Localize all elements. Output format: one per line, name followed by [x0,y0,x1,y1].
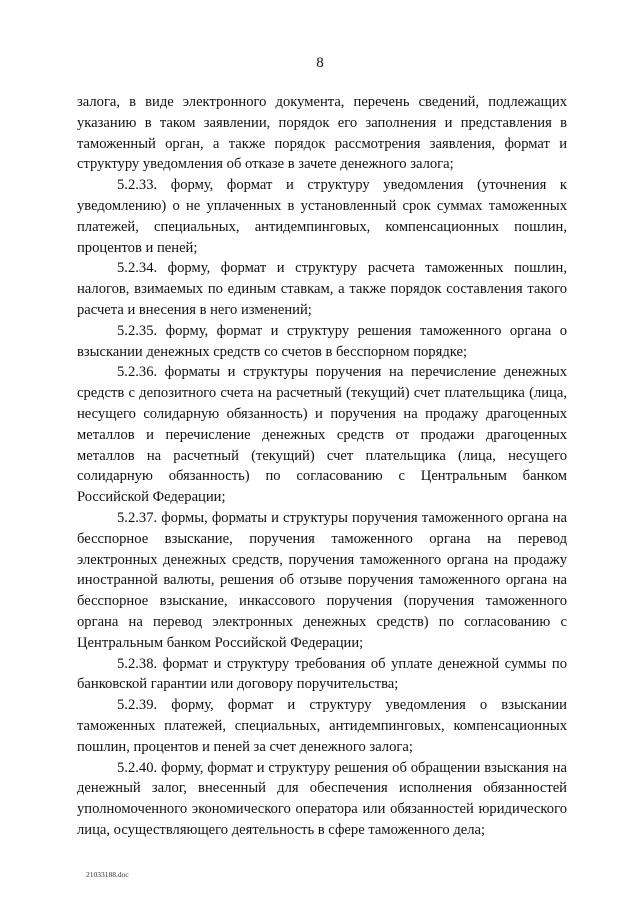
paragraph-5-2-37: 5.2.37. формы, форматы и структуры поручения таможенного органа на бесспорное взыскание, поручения таможенного органа на перевод электронных денежных средств, поручения таможенного органа на продажу иностранной валюты, решения об отзыве поручения таможенного органа на бесспорное взыскание, инкассового поручения (поручения таможенного органа на перевод электронных денежных средств) по согласованию с Центральным банком Российской Федерации; [77,509,567,651]
paragraph-5-2-36: 5.2.36. форматы и структуры поручения на перечисление денежных средств с депозитного счета на расчетный (текущий) счет плательщика (лица, несущего солидарную обязанность) и поручения на продажу драгоценных металлов и перечисление денежных средств от продажи драгоценных металлов на расчетный (текущий) счет плательщика (лица, несущего солидарную обязанность) по согласованию с Центральным банком Российской Федерации; [77,364,567,506]
footer-file-code: 21033188.doc [86,870,129,879]
paragraph-5-2-39: 5.2.39. форму, формат и структуру уведомления о взыскании таможенных платежей, специальных, антидемпинговых, компенсационных пошлин, процентов и пеней за счет денежного залога; [77,697,567,755]
paragraph-5-2-33: 5.2.33. форму, формат и структуру уведомления (уточнения к уведомлению) о не уплаченных в установленный срок суммах таможенных платежей, специальных, антидемпинговых, компенсационных пошлин, процентов и пеней; [77,177,567,256]
paragraph-5-2-40: 5.2.40. форму, формат и структуру решения об обращении взыскания на денежный залог, внесенный для обеспечения исполнения обязанностей уполномоченного экономического оператора или обязанностей юридического лица, осуществляющего деятельность в сфере таможенного дела; [77,759,567,838]
paragraph-5-2-35: 5.2.35. форму, формат и структуру решения таможенного органа о взыскании денежных средств со счетов в бесспорном порядке; [77,322,567,360]
paragraph-5-2-38: 5.2.38. формат и структуру требования об уплате денежной суммы по банковской гарантии или договору поручительства; [77,655,567,693]
document-body [77,92,567,841]
paragraph-continuation: залога, в виде электронного документа, перечень сведений, подлежащих указанию в таком заявлении, порядок его заполнения и представления в таможенный орган, а также порядок рассмотрения заявления, формат и структуру уведомления об отказе в зачете денежного залога; [77,94,567,173]
page-number: 8 [316,55,324,71]
paragraph-5-2-34: 5.2.34. форму, формат и структуру расчета таможенных пошлин, налогов, взимаемых по единым ставкам, а также порядок составления такого расчета и внесения в него изменений; [77,260,567,318]
